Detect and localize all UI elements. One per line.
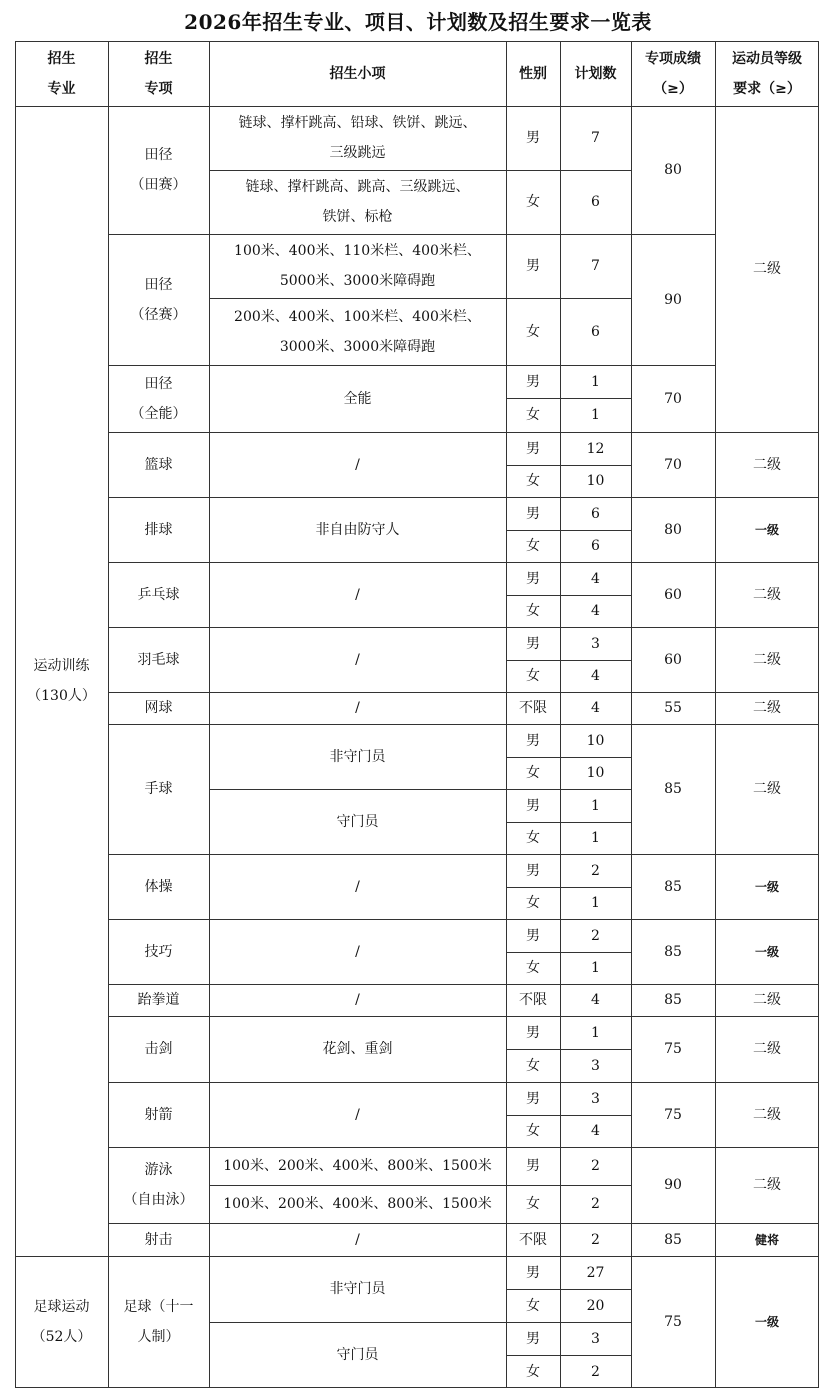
row-divider <box>506 660 631 661</box>
item-volleyball: 排球 <box>144 521 173 538</box>
level-cell: 健将 <box>754 1232 779 1247</box>
item-archery: 射箭 <box>144 1106 173 1123</box>
row-divider <box>108 562 819 563</box>
sub-swim-male: 100米、200米、400米、800米、1500米 <box>223 1158 492 1174</box>
score-cell: 90 <box>664 1177 682 1193</box>
row-divider <box>209 298 631 299</box>
header-score: 专项成绩 （≥） <box>645 50 701 97</box>
sub-track-female: 200米、400米、100米栏、400米栏、 3000米、3000米障碍跑 <box>234 308 481 355</box>
sub-handball-non-goalkeeper: 非守门员 <box>329 748 386 765</box>
table-border <box>15 41 819 42</box>
item-table-tennis: 乒乓球 <box>137 586 180 603</box>
row-divider <box>108 724 819 725</box>
level-cell: 一级 <box>754 1315 779 1329</box>
sub-swim-female: 100米、200米、400米、800米、1500米 <box>223 1196 492 1212</box>
score-cell: 90 <box>664 291 682 308</box>
plan-cell: 2 <box>591 1196 600 1212</box>
score-cell: 75 <box>664 1041 682 1057</box>
score-cell: 70 <box>664 456 682 473</box>
score-cell: 70 <box>664 390 682 407</box>
score-cell: 85 <box>664 992 682 1008</box>
item-fencing: 击剑 <box>144 1041 173 1057</box>
level-cell: 二级 <box>753 781 781 797</box>
sub-field-male: 链球、撑杆跳高、铅球、铁饼、跳远、 三级跳远 <box>238 115 477 161</box>
plan-cell: 3 <box>591 1090 600 1107</box>
plan-cell: 4 <box>591 570 600 587</box>
row-divider <box>108 1223 819 1224</box>
sub-football-goalkeeper: 守门员 <box>336 1347 379 1363</box>
gender-cell: 女 <box>526 960 540 976</box>
row-divider <box>108 984 819 985</box>
plan-cell: 20 <box>586 1297 605 1314</box>
gender-cell: 不限 <box>519 700 547 716</box>
row-divider <box>108 365 715 366</box>
plan-cell: 27 <box>586 1264 605 1281</box>
sub-fencing: 花剑、重剑 <box>322 1041 393 1057</box>
item-tf-field: 田径 （田赛） <box>130 147 187 193</box>
gender-cell: 女 <box>526 1196 540 1212</box>
gender-cell: 女 <box>526 830 540 846</box>
level-cell: 一级 <box>754 879 779 894</box>
header-item: 招生 专项 <box>144 50 173 97</box>
level-cell: 二级 <box>753 992 781 1008</box>
plan-cell: 1 <box>591 1024 600 1041</box>
plan-cell: 10 <box>586 473 605 489</box>
plan-cell: 1 <box>591 373 600 390</box>
gender-cell: 女 <box>526 668 540 684</box>
plan-cell: 4 <box>591 1123 600 1139</box>
level-cell: 一级 <box>754 944 779 959</box>
sub-track-male: 100米、400米、110米栏、400米栏、 5000米、3000米障碍跑 <box>234 243 481 289</box>
header-plan: 计划数 <box>574 65 617 82</box>
plan-cell: 2 <box>591 1231 600 1248</box>
plan-cell: 2 <box>591 927 600 944</box>
sub-archery: / <box>355 1106 360 1123</box>
gender-cell: 不限 <box>519 992 547 1008</box>
sub-acrobatics: / <box>355 943 360 960</box>
row-divider <box>108 1147 819 1148</box>
row-divider <box>506 398 631 399</box>
score-cell: 60 <box>664 586 682 603</box>
table-border <box>15 1387 819 1388</box>
plan-cell: 6 <box>591 194 600 210</box>
plan-cell: 4 <box>591 603 600 619</box>
row-divider <box>209 1322 631 1323</box>
score-cell: 80 <box>664 162 682 178</box>
item-swimming: 游泳 （自由泳） <box>123 1162 194 1208</box>
table-border <box>818 41 819 1388</box>
row-divider <box>506 952 631 953</box>
plan-cell: 12 <box>586 440 605 457</box>
row-divider <box>108 1082 819 1083</box>
gender-cell: 男 <box>526 1090 540 1107</box>
plan-cell: 7 <box>591 258 600 274</box>
gender-cell: 男 <box>526 862 540 879</box>
gender-cell: 女 <box>526 1363 540 1380</box>
row-divider <box>209 170 631 171</box>
gender-cell: 男 <box>526 440 540 457</box>
sub-all-around: 全能 <box>343 390 372 407</box>
plan-cell: 7 <box>591 130 600 146</box>
plan-cell: 4 <box>591 700 600 716</box>
plan-cell: 6 <box>591 323 600 340</box>
sub-volleyball: 非自由防守人 <box>315 521 400 538</box>
level-cell: 二级 <box>753 651 781 668</box>
gender-cell: 男 <box>526 732 540 749</box>
plan-cell: 10 <box>586 732 605 749</box>
plan-cell: 1 <box>591 407 600 423</box>
level-cell: 一级 <box>754 522 779 537</box>
gender-cell: 女 <box>526 895 540 911</box>
level-cell: 二级 <box>753 261 781 277</box>
gender-cell: 男 <box>526 373 540 390</box>
level-cell: 二级 <box>753 700 781 716</box>
item-football: 足球（十一 人制） <box>123 1299 194 1345</box>
gender-cell: 女 <box>526 538 540 554</box>
row-divider <box>506 1355 631 1356</box>
plan-cell: 3 <box>591 1057 600 1074</box>
major-training: 运动训练 （130人） <box>27 658 96 704</box>
score-cell: 75 <box>664 1314 682 1330</box>
row-divider <box>506 1289 631 1290</box>
header-sub: 招生小项 <box>329 65 386 82</box>
gender-cell: 男 <box>526 258 540 274</box>
gender-cell: 女 <box>526 323 540 340</box>
gender-cell: 女 <box>526 407 540 423</box>
gender-cell: 女 <box>526 473 540 489</box>
level-cell: 二级 <box>753 1177 781 1193</box>
plan-cell: 1 <box>591 830 600 846</box>
gender-cell: 男 <box>526 635 540 652</box>
sub-handball-goalkeeper: 守门员 <box>336 813 379 830</box>
row-divider <box>506 757 631 758</box>
row-divider <box>506 822 631 823</box>
gender-cell: 男 <box>526 1024 540 1041</box>
row-divider <box>15 106 819 107</box>
plan-cell: 10 <box>586 765 605 781</box>
row-divider <box>108 854 819 855</box>
row-divider <box>108 432 819 433</box>
score-cell: 60 <box>664 651 682 668</box>
sub-gymnastics: / <box>355 878 360 895</box>
item-taekwondo: 跆拳道 <box>137 992 180 1008</box>
level-cell: 二级 <box>753 456 781 473</box>
score-cell: 85 <box>664 878 682 895</box>
gender-cell: 男 <box>526 1330 540 1347</box>
sub-tennis: / <box>355 700 360 716</box>
plan-cell: 1 <box>591 797 600 814</box>
item-basketball: 篮球 <box>144 456 173 473</box>
gender-cell: 不限 <box>519 1231 547 1248</box>
plan-cell: 3 <box>591 635 600 652</box>
sub-badminton: / <box>355 651 360 668</box>
column-divider <box>715 41 716 1388</box>
score-cell: 85 <box>664 943 682 960</box>
page-title: 2026年招生专业、项目、计划数及招生要求一览表 <box>184 10 652 34</box>
admission-table <box>15 41 819 1388</box>
plan-cell: 6 <box>591 505 600 522</box>
sub-table-tennis: / <box>355 586 360 603</box>
sub-field-female: 链球、撑杆跳高、跳高、三级跳远、 铁饼、标枪 <box>245 179 470 225</box>
item-tennis: 网球 <box>144 700 173 716</box>
row-divider <box>209 789 631 790</box>
gender-cell: 女 <box>526 1057 540 1074</box>
plan-cell: 2 <box>591 1158 600 1174</box>
gender-cell: 女 <box>526 194 540 210</box>
table-border <box>15 41 16 1388</box>
column-divider <box>631 41 632 1388</box>
plan-cell: 1 <box>591 960 600 976</box>
level-cell: 二级 <box>753 1041 781 1057</box>
score-cell: 55 <box>664 700 682 716</box>
row-divider <box>506 595 631 596</box>
row-divider <box>506 530 631 531</box>
row-divider <box>108 692 819 693</box>
gender-cell: 女 <box>526 1297 540 1314</box>
plan-cell: 4 <box>591 992 600 1008</box>
gender-cell: 女 <box>526 1123 540 1139</box>
row-divider <box>15 1256 819 1257</box>
major-football: 足球运动 （52人） <box>31 1299 92 1345</box>
gender-cell: 男 <box>526 1158 540 1174</box>
gender-cell: 男 <box>526 505 540 522</box>
gender-cell: 男 <box>526 797 540 814</box>
plan-cell: 4 <box>591 668 600 684</box>
sub-basketball: / <box>355 456 360 473</box>
item-acrobatics: 技巧 <box>144 943 173 960</box>
item-tf-track: 田径 （径赛） <box>130 276 187 323</box>
score-cell: 85 <box>664 1231 682 1248</box>
level-cell: 二级 <box>753 1106 781 1123</box>
score-cell: 75 <box>664 1106 682 1123</box>
gender-cell: 男 <box>526 1264 540 1281</box>
sub-shooting: / <box>355 1231 360 1248</box>
gender-cell: 男 <box>526 927 540 944</box>
row-divider <box>108 234 715 235</box>
plan-cell: 3 <box>591 1330 600 1347</box>
column-divider <box>108 41 109 1388</box>
row-divider <box>108 497 819 498</box>
score-cell: 85 <box>664 781 682 797</box>
row-divider <box>209 1185 631 1186</box>
plan-cell: 2 <box>591 1363 600 1380</box>
item-badminton: 羽毛球 <box>137 651 180 668</box>
gender-cell: 女 <box>526 603 540 619</box>
sub-football-non-goalkeeper: 非守门员 <box>329 1281 386 1297</box>
row-divider <box>506 1049 631 1050</box>
sub-taekwondo: / <box>355 992 360 1008</box>
row-divider <box>108 627 819 628</box>
header-major: 招生 专业 <box>47 50 76 97</box>
header-gender: 性别 <box>519 65 547 82</box>
row-divider <box>506 465 631 466</box>
plan-cell: 1 <box>591 895 600 911</box>
gender-cell: 女 <box>526 765 540 781</box>
row-divider <box>108 919 819 920</box>
item-tf-all: 田径 （全能） <box>130 375 187 422</box>
plan-cell: 6 <box>591 538 600 554</box>
item-handball: 手球 <box>144 781 173 797</box>
gender-cell: 男 <box>526 130 540 146</box>
score-cell: 80 <box>664 521 682 538</box>
level-cell: 二级 <box>753 586 781 603</box>
gender-cell: 男 <box>526 570 540 587</box>
item-gymnastics: 体操 <box>144 878 173 895</box>
item-shooting: 射击 <box>144 1231 173 1248</box>
row-divider <box>108 1016 819 1017</box>
row-divider <box>506 887 631 888</box>
plan-cell: 2 <box>591 862 600 879</box>
row-divider <box>506 1115 631 1116</box>
header-level: 运动员等级 要求（≥） <box>732 50 802 97</box>
